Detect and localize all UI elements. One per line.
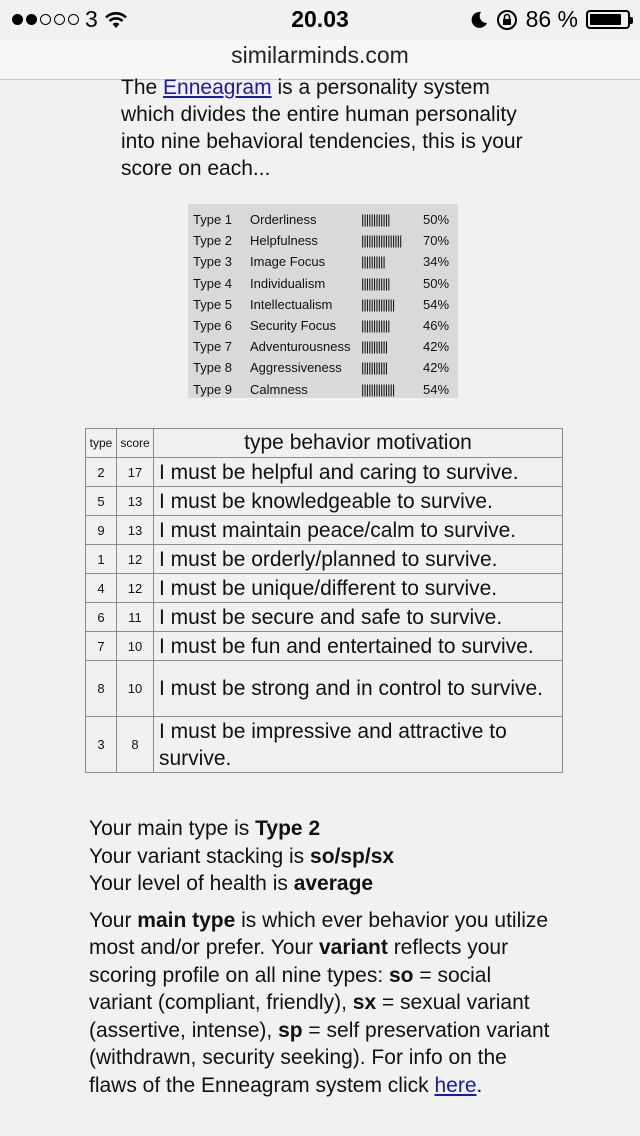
row-score: 12 [117, 545, 154, 574]
score-bar: ||||||||||| [361, 339, 388, 355]
clock: 20.03 [291, 6, 349, 32]
row-motivation: I must be knowledgeable to survive. [154, 487, 563, 516]
battery-icon [586, 10, 630, 29]
row-motivation: I must be helpful and caring to survive. [154, 458, 563, 487]
status-bar [0, 0, 640, 40]
intro-text [121, 74, 541, 182]
score-bar: |||||||||||| [361, 318, 390, 333]
score-name: Orderliness [250, 212, 317, 227]
health-value: average [293, 872, 374, 895]
score-bar: ||||||||||||||||| [361, 233, 402, 249]
battery-level [590, 14, 621, 25]
score-percent: 50% [423, 212, 450, 227]
score-bar: |||||||||| [361, 254, 385, 270]
main-type-value: Type 2 [255, 817, 321, 840]
row-motivation: I must maintain peace/calm to survive. [154, 516, 563, 545]
here-link[interactable]: here [434, 1073, 477, 1097]
table-row [86, 574, 563, 603]
score-type: Type 9 [193, 381, 233, 397]
table-header-motivation: type behavior motivation [154, 429, 563, 458]
row-type: 1 [86, 545, 117, 574]
score-percent: 54% [423, 381, 450, 397]
table-row [86, 632, 563, 661]
table-header-type: type [86, 429, 117, 458]
score-percent: 42% [423, 360, 450, 376]
row-type: 5 [86, 487, 117, 516]
score-box [188, 204, 458, 398]
row-motivation: I must be secure and safe to survive. [154, 603, 563, 632]
row-score: 10 [117, 661, 154, 717]
intro-prefix: The [121, 76, 164, 99]
variant-line: Your variant stacking is so/sp/sx [89, 844, 395, 868]
score-name: Image Focus [250, 254, 326, 270]
row-motivation: I must be impressive and attractive to survive. [154, 717, 563, 773]
health-line: Your level of health is average [89, 872, 374, 895]
row-type: 2 [86, 458, 117, 487]
main-type-line: Your main type is Type 2 [89, 817, 321, 840]
row-score: 12 [117, 574, 154, 603]
score-type: Type 5 [193, 296, 233, 312]
row-type: 9 [86, 516, 117, 545]
table-row [86, 603, 563, 632]
moon-icon [470, 11, 488, 29]
score-name: Calmness [250, 381, 308, 397]
score-percent: 54% [423, 296, 450, 312]
table-row [86, 516, 563, 545]
row-type: 3 [86, 717, 117, 773]
enneagram-link[interactable]: Enneagram [163, 76, 272, 99]
score-type: Type 7 [193, 339, 233, 355]
result-summary [89, 815, 559, 1099]
score-type: Type 2 [193, 233, 233, 249]
score-type: Type 6 [193, 318, 233, 333]
row-score: 11 [117, 603, 154, 632]
row-score: 8 [117, 717, 154, 773]
score-percent: 50% [423, 275, 450, 291]
row-score: 10 [117, 632, 154, 661]
score-bar: |||||||||||| [361, 212, 390, 227]
battery-percent: 86 % [525, 6, 578, 32]
table-row [86, 487, 563, 516]
score-name: Adventurousness [250, 339, 351, 355]
explanation-paragraph: Your main type is which ever behavior you utilize most and/or prefer. Your variant reflects your scoring profile on all nine types: so = social variant (compliant, friendly), sx = sexual variant (assertive, intense), sp = self preservation variant (withdrawn, security seeking). For info on the flaws of the Enneagram system click here. [89, 908, 550, 1097]
row-type: 4 [86, 574, 117, 603]
table-row [86, 717, 563, 773]
score-name: Aggressiveness [250, 360, 342, 376]
row-type: 8 [86, 661, 117, 717]
intro-suffix: is a personality system which divides the entire human personality into nine behavioral tendencies, this is your score on each... [121, 76, 523, 180]
score-percent: 70% [423, 233, 450, 249]
score-bar: ||||||||||| [361, 360, 388, 376]
row-type: 7 [86, 632, 117, 661]
score-name: Intellectualism [250, 296, 333, 312]
table-header-score: score [117, 429, 154, 458]
row-score: 13 [117, 487, 154, 516]
score-percent: 34% [423, 254, 450, 270]
score-type: Type 4 [193, 275, 233, 291]
score-bar: |||||||||||| [361, 275, 390, 291]
score-percent: 42% [423, 339, 450, 355]
row-score: 17 [117, 458, 154, 487]
score-bar: |||||||||||||| [361, 381, 395, 397]
row-motivation: I must be strong and in control to survive. [154, 661, 563, 717]
rotation-lock-icon [496, 9, 518, 31]
score-percent: 46% [423, 318, 450, 333]
score-name: Helpfulness [250, 233, 318, 249]
status-right [470, 6, 630, 33]
row-motivation: I must be unique/different to survive. [154, 574, 563, 603]
row-type: 6 [86, 603, 117, 632]
row-motivation: I must be orderly/planned to survive. [154, 545, 563, 574]
carrier-name: 3 [85, 6, 98, 32]
variant-value: so/sp/sx [310, 844, 395, 868]
score-type: Type 8 [193, 360, 233, 376]
score-name: Security Focus [250, 318, 336, 333]
row-score: 13 [117, 516, 154, 545]
url-text[interactable]: similarminds.com [231, 42, 409, 68]
table-row [86, 458, 563, 487]
score-name: Individualism [250, 275, 326, 291]
score-type: Type 1 [193, 212, 233, 227]
score-bar: |||||||||||||| [361, 296, 395, 312]
table-row [86, 545, 563, 574]
score-type: Type 3 [193, 254, 233, 270]
row-motivation: I must be fun and entertained to survive. [154, 632, 563, 661]
motivation-table [85, 428, 563, 773]
table-row [86, 661, 563, 717]
